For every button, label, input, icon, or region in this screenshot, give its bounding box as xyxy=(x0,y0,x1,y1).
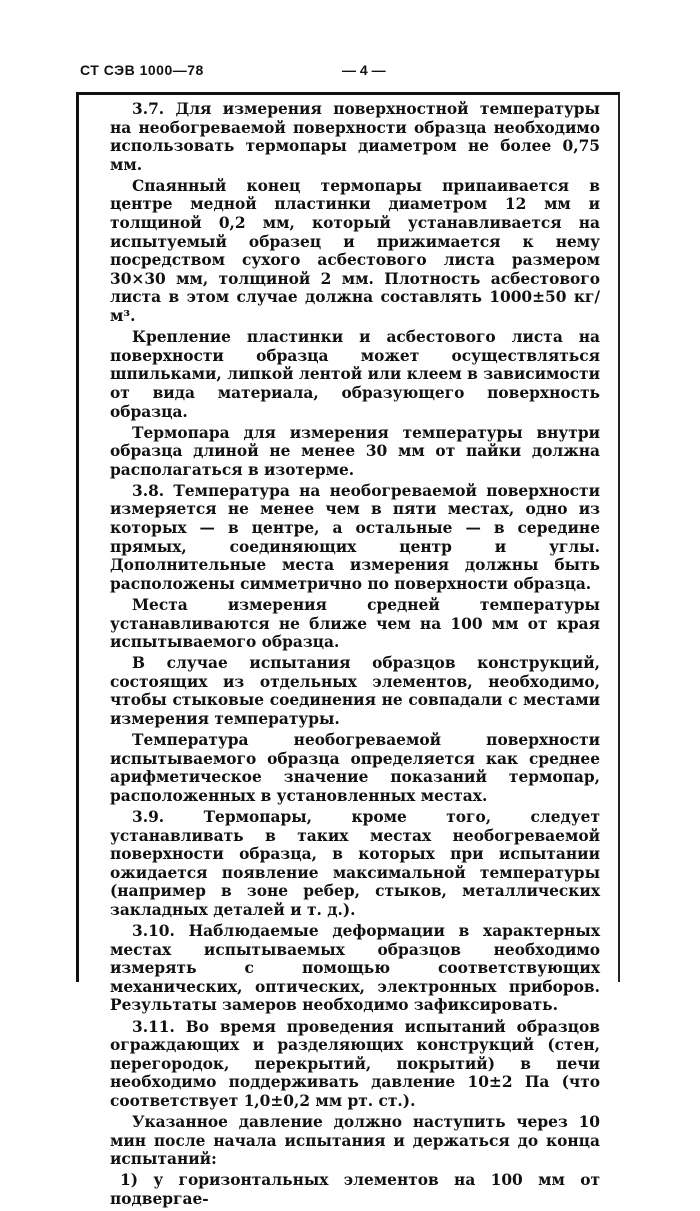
list-item: 1) у горизонтальных элементов на 100 мм от подвергае- xyxy=(110,1171,600,1208)
paragraph: Спаянный конец термопары припаивается в центре медной пластинки диаметром 12 мм и толщиной 0,2 мм, который устанавливается на испытуемый образец и прижимается к нему посредством сухого асбестового листа размером 30×30 мм, толщиной 2 мм. Плотность асбестового листа в этом случае должна составлять 1000±50 кг/м³. xyxy=(110,176,600,326)
paragraph: В случае испытания образцов конструкций, состоящих из отдельных элементов, необходимо, чтобы стыковые соединения не совпадали с местами измерения температуры. xyxy=(110,654,600,728)
page-number: — 4 — xyxy=(342,62,386,78)
paragraph-3-8: 3.8. Температура на необогреваемой поверхности измеряется не менее чем в пяти местах, одно из которых — в центре, а остальные — в середине прямых, соединяющих центр и углы. Дополнительные места измерения должны быть расположены симметрично по поверхности образца. xyxy=(110,481,600,593)
page-header xyxy=(80,62,620,84)
paragraph: Термопара для измерения температуры внутри образца длиной не менее 30 мм от пайки должна располагаться в изотерме. xyxy=(110,423,600,479)
document-body xyxy=(110,100,600,1211)
document-code: СТ СЭВ 1000—78 xyxy=(80,62,204,78)
paragraph: Места измерения средней температуры устанавливаются не ближе чем на 100 мм от края испытываемого образца. xyxy=(110,595,600,652)
paragraph: Температура необогреваемой поверхности испытываемого образца определяется как среднее арифметическое значение показаний термопар, расположенных в установленных местах. xyxy=(110,731,600,805)
paragraph: Крепление пластинки и асбестового листа на поверхности образца может осуществляться шпильками, липкой лентой или клеем в зависимости от вида материала, образующего поверхность образца. xyxy=(110,328,600,421)
paragraph-3-10: 3.10. Наблюдаемые деформации в характерных местах испытываемых образцов необходимо измерять с помощью соответствующих механических, оптических, электронных приборов. Результаты замеров необходимо зафиксировать. xyxy=(110,922,600,1015)
paragraph-3-7: 3.7. Для измерения поверхностной температуры на необогреваемой поверхности образца необходимо использовать термопары диаметром не более 0,75 мм. xyxy=(110,100,600,174)
paragraph: Указанное давление должно наступить через 10 мин после начала испытания и держаться до конца испытаний: xyxy=(110,1112,600,1169)
paragraph-3-11: 3.11. Во время проведения испытаний образцов ограждающих и разделяющих конструкций (стен, перегородок, перекрытий, покрытий) в печи необходимо поддерживать давление 10±2 Па (что соответствует 1,0±0,2 мм рт. ст.). xyxy=(110,1017,600,1110)
paragraph-3-9: 3.9. Термопары, кроме того, следует устанавливать в таких местах необогреваемой поверхности образца, в которых при испытании ожидается появление максимальной температуры (например в зоне ребер, стыков, металлических закладных деталей и т. д.). xyxy=(110,807,600,919)
